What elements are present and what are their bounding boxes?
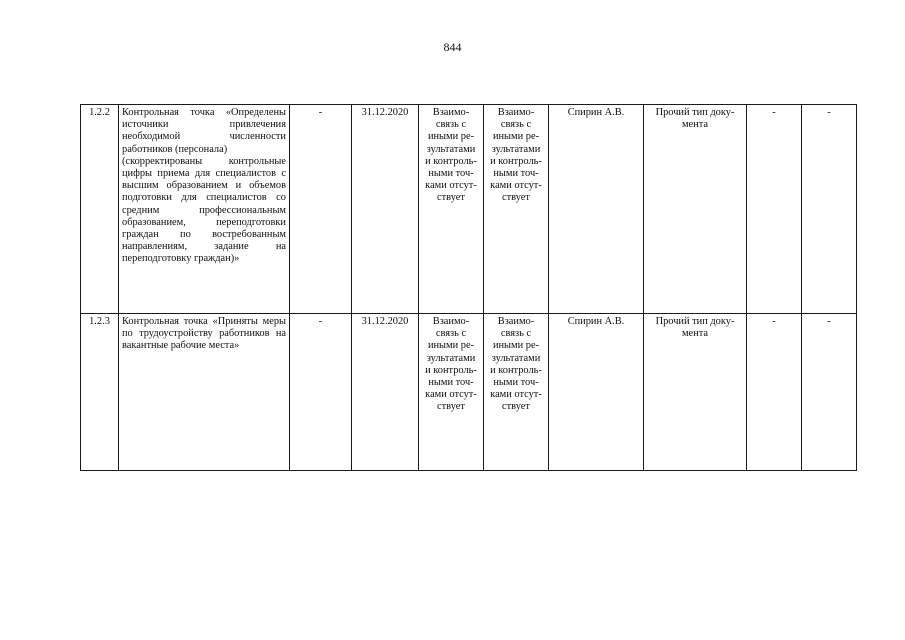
- end-date: 31.12.2020: [352, 105, 419, 314]
- table-row: [81, 105, 857, 314]
- control-points-table: [80, 104, 857, 471]
- responsible-person: Спирин А.В.: [549, 105, 644, 314]
- column-10-value: -: [802, 314, 857, 471]
- row-number: 1.2.3: [81, 314, 119, 471]
- page-number: 844: [443, 40, 462, 54]
- predecessor-link: Взаимо- связь с иными ре- зультатами и контроль- ными точ- ками отсут- ствует: [419, 314, 484, 471]
- end-date: 31.12.2020: [352, 314, 419, 471]
- document-type: Прочий тип доку- мента: [644, 105, 747, 314]
- responsible-person: Спирин А.В.: [549, 314, 644, 471]
- start-date: -: [290, 105, 352, 314]
- control-point-description: Контрольная точка «Приняты меры по трудоустройству работников на вакантные рабочие места»: [119, 314, 290, 471]
- column-9-value: -: [747, 105, 802, 314]
- control-point-description: Контрольная точка «Определены источники привлечения необходимой численности работников (персонала) (скорректированы контрольные цифры приема для специалистов с высшим образованием и объемов подготовки для специалистов со средним профессиональным образованием, переподготовки граждан по востребованным направлениям, задание на переподготовку граждан)»: [119, 105, 290, 314]
- start-date: -: [290, 314, 352, 471]
- predecessor-link: Взаимо- связь с иными ре- зультатами и контроль- ными точ- ками отсут- ствует: [419, 105, 484, 314]
- successor-link: Взаимо- связь с иными ре- зультатами и контроль- ными точ- ками отсут- ствует: [484, 314, 549, 471]
- row-number: 1.2.2: [81, 105, 119, 314]
- column-10-value: -: [802, 105, 857, 314]
- successor-link: Взаимо- связь с иными ре- зультатами и контроль- ными точ- ками отсут- ствует: [484, 105, 549, 314]
- document-type: Прочий тип доку- мента: [644, 314, 747, 471]
- column-9-value: -: [747, 314, 802, 471]
- table-row: [81, 314, 857, 471]
